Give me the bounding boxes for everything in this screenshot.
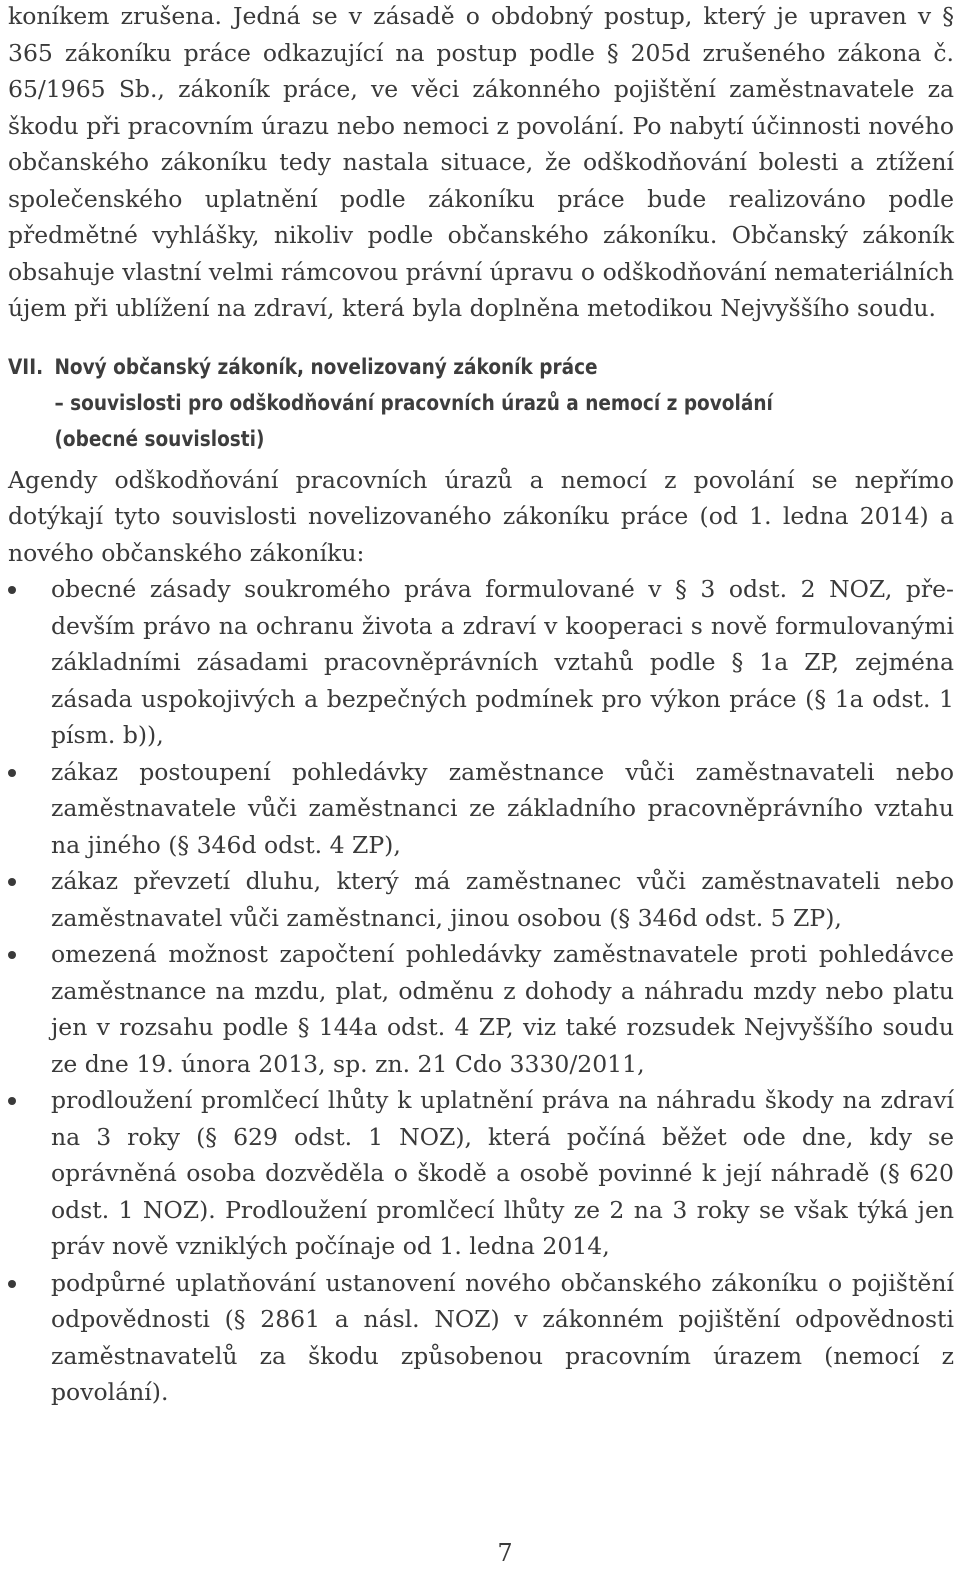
bullet-icon	[8, 1097, 16, 1105]
list-item	[8, 1265, 954, 1411]
list-item-text: obecné zásady soukromého práva formulované v § 3 odst. 2 NOZ, především právo na ochranu života a zdraví v kooperaci s nově formulovanými základními zásadami pracovněprávních vztahů podle § 1a ZP, zejména zásada uspokojivých a bezpečných podmínek pro výkon práce (§ 1a odst. 1 písm. b)),	[51, 575, 954, 749]
bullet-icon	[8, 586, 16, 594]
bullet-icon	[8, 1280, 16, 1288]
list-item	[8, 571, 954, 754]
section-number: VII.	[8, 354, 44, 380]
list-item-text: omezená možnost započtení pohledávky zaměstnavatele proti pohledávce zaměstnance na mzdu, plat, odměnu z dohody a náhradu mzdy nebo platu jen v rozsahu podle § 144a odst. 4 ZP, viz také rozsudek Nejvyššího soudu ze dne 19. února 2013, sp. zn. 21 Cdo 3330/2011,	[51, 940, 954, 1078]
list-item-text: prodloužení promlčecí lhůty k uplatnění práva na náhradu škody na zdraví na 3 roky (§ 629 odst. 1 NOZ), která počíná běžet ode dne, kdy se oprávněná osoba dozvěděla o škodě a osobě povinné k její náhradě (§ 620 odst. 1 NOZ). Prodloužení promlčecí lhůty ze 2 na 3 roky se však týká jen práv nově vzniklých počínaje od 1. ledna 2014,	[51, 1086, 954, 1260]
section-title-line-1: Nový občanský zákoník, novelizovaný zákoník práce	[54, 354, 598, 380]
section-heading	[8, 350, 952, 458]
section-title-line-2: – souvislosti pro odškodňování pracovních úrazů a nemocí z povolání	[54, 390, 773, 416]
list-item	[8, 936, 954, 1082]
list-item-text: podpůrné uplatňování ustanovení nového občanského zákoníku o pojištění odpovědnosti (§ 2861 a násl. NOZ) v zákonném pojištění odpovědnosti zaměstnavatelů za škodu způsobenou pracovním úrazem (nemocí z povolání).	[51, 1268, 954, 1406]
page-number: 7	[497, 1539, 513, 1567]
intro-paragraph: koníkem zrušena. Jedná se v zásadě o obdobný postup, který je upraven v § 365 zákoníku práce odkazující na postup podle § 205d zrušeného zákona č. 65/1965 Sb., zákoník práce, ve věci zákonného pojištění zaměstnavatele za škodu při pracovním úrazu nebo nemoci z povolání. Po nabytí účinnosti nového občanského zákoníku tedy nastala situace, že odškodňování bolesti a ztížení společenského uplatnění podle zákoníku práce bude realizováno podle předmětné vyhlášky, nikoliv podle občanského zákoníku. Občanský zákoník obsahuje vlastní velmi rámcovou právní úpravu o odškodňování nemateriálních újem při ublížení na zdraví, která byla doplněna metodikou Nejvyššího soudu.	[8, 2, 954, 322]
bullet-icon	[8, 951, 16, 959]
list-item-text: zákaz postoupení pohledávky zaměstnance vůči zaměstnavateli nebo zaměstnavatele vůči zaměstnanci ze základního pracovněprávního vztahu na jiného (§ 346d odst. 4 ZP),	[51, 757, 954, 859]
section-title-line-3: (obecné souvislosti)	[54, 426, 265, 452]
list-item	[8, 1082, 954, 1265]
page-content	[8, 0, 954, 1411]
section-title	[54, 350, 951, 458]
bullet-icon	[8, 769, 16, 777]
lead-paragraph: Agendy odškodňování pracovních úrazů a nemocí z povolání se nepřímo dotýkají tyto souvislosti novelizovaného zákoníku práce (od 1. ledna 2014) a nového občanského zákoníku:	[8, 465, 954, 567]
list-item	[8, 863, 954, 936]
bullet-icon	[8, 878, 16, 886]
list-item	[8, 754, 954, 864]
list-item-text: zákaz převzetí dluhu, který má zaměstnanec vůči zaměstnavateli nebo zaměstnavatel vůči zaměstnanci, jinou osobou (§ 346d odst. 5 ZP),	[51, 867, 954, 932]
bullet-list	[8, 571, 954, 1411]
